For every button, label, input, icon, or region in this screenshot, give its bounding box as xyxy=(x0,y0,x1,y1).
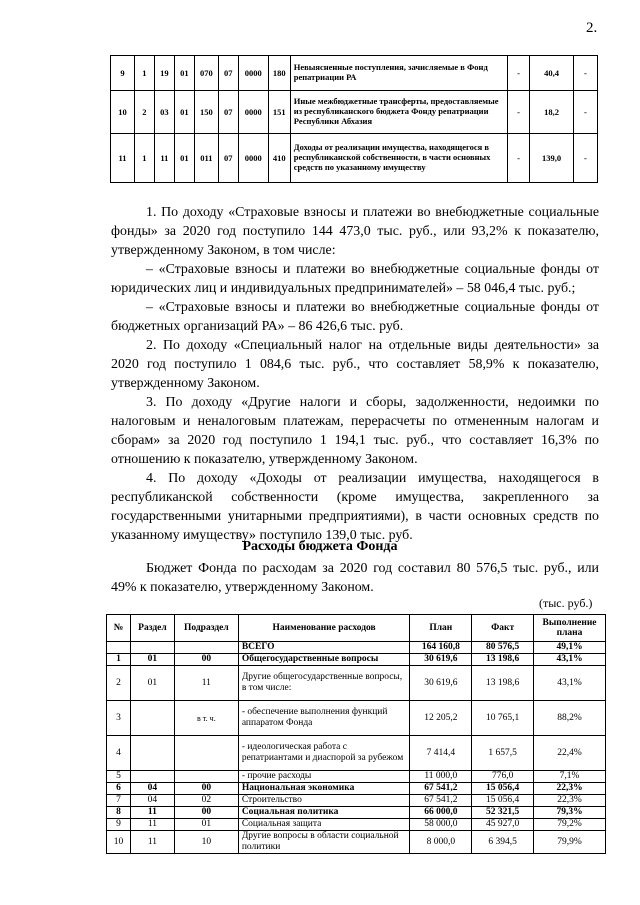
expense-name: Другие общегосударственные вопросы, в том числе: xyxy=(238,666,410,701)
table-cell: 04 xyxy=(130,783,174,795)
table-cell: 0000 xyxy=(238,56,268,91)
table-cell: 00 xyxy=(174,783,238,795)
table-cell: 10 xyxy=(111,91,135,134)
table-cell: 11 xyxy=(154,134,174,183)
table-cell: 6 xyxy=(107,783,131,795)
fact-cell: 139,0 xyxy=(530,134,574,183)
table-cell: 1 xyxy=(107,654,131,666)
table-cell: 2 xyxy=(107,666,131,701)
fact-cell: 13 198,6 xyxy=(472,666,534,701)
plan-cell: 58 000,0 xyxy=(410,819,472,831)
table-row-total xyxy=(107,642,606,654)
column-header: Выполнение плана xyxy=(534,615,606,642)
table-cell: 180 xyxy=(268,56,290,91)
plan-cell: 164 160,8 xyxy=(410,642,472,654)
column-header: Факт xyxy=(472,615,534,642)
plan-cell: 67 541,2 xyxy=(410,783,472,795)
expense-name: Социальная защита xyxy=(238,819,410,831)
table-cell: 1 xyxy=(134,134,154,183)
plan-cell: 66 000,0 xyxy=(410,807,472,819)
table-cell: 150 xyxy=(194,91,218,134)
table-row xyxy=(107,783,606,795)
table-cell: 2 xyxy=(134,91,154,134)
percent-cell: 22,3% xyxy=(534,783,606,795)
table-row xyxy=(107,819,606,831)
expense-name: Национальная экономика xyxy=(238,783,410,795)
fact-cell: 15 056,4 xyxy=(472,783,534,795)
table-row xyxy=(107,654,606,666)
table-row xyxy=(111,134,598,183)
paragraph-6: 4. По доходу «Доходы от реализации имущества, находящегося в республиканской собственности (кроме имущества, закрепленного за государственными унитарными предприятиями), в части основных средств по указанному имуществу» поступило 139,0 тыс. руб. xyxy=(111,471,599,543)
paragraph-3: – «Страховые взносы и платежи во внебюджетные социальные фонды от бюджетных организаций РА» – 86 426,6 тыс. руб. xyxy=(111,300,599,334)
percent-cell: - xyxy=(573,134,597,183)
column-header: План xyxy=(410,615,472,642)
table-row xyxy=(107,807,606,819)
percent-cell: 22,4% xyxy=(534,736,606,771)
expense-name: - обеспечение выполнения функций аппаратом Фонда xyxy=(238,701,410,736)
column-header: Подраздел xyxy=(174,615,238,642)
column-header: № xyxy=(107,615,131,642)
table-cell: 01 xyxy=(174,56,194,91)
plan-cell: - xyxy=(508,134,530,183)
table-row xyxy=(111,91,598,134)
plan-cell: 30 619,6 xyxy=(410,666,472,701)
column-header: Наименование расходов xyxy=(238,615,410,642)
table-cell: 19 xyxy=(154,56,174,91)
fact-cell: 80 576,5 xyxy=(472,642,534,654)
table-cell xyxy=(107,642,131,654)
table-row xyxy=(107,736,606,771)
percent-cell: - xyxy=(573,56,597,91)
table-cell xyxy=(130,736,174,771)
paragraph-7: Бюджет Фонда по расходам за 2020 год составил 80 576,5 тыс. руб., или 49% к показателю, утвержденному Законом. xyxy=(111,561,599,595)
paragraph-5: 3. По доходу «Другие налоги и сборы, задолженности, недоимки по налоговым и неналоговым платежам, перерасчеты по отмененным налогам и сборам» за 2020 год поступило 1 194,1 тыс. руб., что составляет 16,3% по отношению к показателю, утвержденному Законом. xyxy=(111,395,599,467)
table-cell: 4 xyxy=(107,736,131,771)
table-cell xyxy=(174,736,238,771)
expense-name: ВСЕГО xyxy=(238,642,410,654)
percent-cell: 79,3% xyxy=(534,807,606,819)
revenue-name: Иные межбюджетные трансферты, предоставляемые из республиканского бюджета Фонду репатриации Республики Абхазия xyxy=(290,91,507,134)
table-cell: 070 xyxy=(194,56,218,91)
fact-cell: 18,2 xyxy=(530,91,574,134)
table-cell: 00 xyxy=(174,807,238,819)
paragraph-2: – «Страховые взносы и платежи во внебюджетные социальные фонды от юридических лиц и индивидуальных предпринимателей» – 58 046,4 тыс. руб.; xyxy=(111,262,599,296)
percent-cell: 7,1% xyxy=(534,771,606,783)
table-cell: 07 xyxy=(218,91,238,134)
table-cell: 03 xyxy=(154,91,174,134)
revenue-name: Доходы от реализации имущества, находящегося в республиканской собственности, в части основных средств по указанному имуществу xyxy=(290,134,507,183)
expense-name: Строительство xyxy=(238,795,410,807)
fact-cell: 13 198,6 xyxy=(472,654,534,666)
fact-cell: 776,0 xyxy=(472,771,534,783)
percent-cell: 22,3% xyxy=(534,795,606,807)
fact-cell: 40,4 xyxy=(530,56,574,91)
table-cell: 9 xyxy=(111,56,135,91)
table-row xyxy=(107,666,606,701)
table-cell: 01 xyxy=(174,134,194,183)
plan-cell: 8 000,0 xyxy=(410,831,472,854)
section-heading: Расходы бюджета Фонда xyxy=(242,539,398,554)
table-cell xyxy=(174,642,238,654)
table-row xyxy=(111,56,598,91)
table-cell: 0000 xyxy=(238,91,268,134)
plan-cell: 11 000,0 xyxy=(410,771,472,783)
table-row xyxy=(107,701,606,736)
table-cell: 9 xyxy=(107,819,131,831)
table-cell: в т. ч. xyxy=(174,701,238,736)
fact-cell: 6 394,5 xyxy=(472,831,534,854)
fact-cell: 1 657,5 xyxy=(472,736,534,771)
table-cell: 11 xyxy=(174,666,238,701)
table-cell: 410 xyxy=(268,134,290,183)
table-row xyxy=(107,795,606,807)
table-cell: 01 xyxy=(130,666,174,701)
expense-name: - идеологическая работа с репатриантами и диаспорой за рубежом xyxy=(238,736,410,771)
table-cell: 8 xyxy=(107,807,131,819)
percent-cell: 79,2% xyxy=(534,819,606,831)
fact-cell: 45 927,0 xyxy=(472,819,534,831)
units-label: (тыс. руб.) xyxy=(539,596,593,610)
table-cell xyxy=(174,771,238,783)
paragraph-1: 1. По доходу «Страховые взносы и платежи во внебюджетные социальные фонды» за 2020 год поступило 144 473,0 тыс. руб., или 93,2% к показателю, утвержденному Законом, в том числе: xyxy=(111,205,599,258)
table-cell: 151 xyxy=(268,91,290,134)
fact-cell: 15 056,4 xyxy=(472,795,534,807)
plan-cell: - xyxy=(508,56,530,91)
expense-name: Социальная политика xyxy=(238,807,410,819)
paragraph-4: 2. По доходу «Специальный налог на отдельные виды деятельности» за 2020 год поступило 1 084,6 тыс. руб., что составляет 58,9% к показателю, утвержденному Законом. xyxy=(111,338,599,391)
table-cell: 3 xyxy=(107,701,131,736)
fact-cell: 52 321,5 xyxy=(472,807,534,819)
table-cell: 00 xyxy=(174,654,238,666)
percent-cell: 79,9% xyxy=(534,831,606,854)
table-cell: 011 xyxy=(194,134,218,183)
table-cell: 01 xyxy=(174,91,194,134)
expenses-table xyxy=(106,614,606,854)
table-cell xyxy=(130,771,174,783)
table-header-row xyxy=(107,615,606,642)
expense-name: Другие вопросы в области социальной политики xyxy=(238,831,410,854)
plan-cell: 7 414,4 xyxy=(410,736,472,771)
table-cell: 11 xyxy=(130,819,174,831)
table-cell: 01 xyxy=(174,819,238,831)
table-cell: 01 xyxy=(130,654,174,666)
table-cell: 5 xyxy=(107,771,131,783)
fact-cell: 10 765,1 xyxy=(472,701,534,736)
table-cell: 11 xyxy=(130,831,174,854)
table-cell: 1 xyxy=(134,56,154,91)
table-cell: 0000 xyxy=(238,134,268,183)
percent-cell: - xyxy=(573,91,597,134)
expense-name: Общегосударственные вопросы xyxy=(238,654,410,666)
table-cell: 11 xyxy=(130,807,174,819)
revenue-table xyxy=(110,55,598,183)
plan-cell: 30 619,6 xyxy=(410,654,472,666)
plan-cell: - xyxy=(508,91,530,134)
table-cell: 04 xyxy=(130,795,174,807)
table-cell: 11 xyxy=(111,134,135,183)
column-header: Раздел xyxy=(130,615,174,642)
table-cell: 10 xyxy=(107,831,131,854)
table-cell: 7 xyxy=(107,795,131,807)
plan-cell: 67 541,2 xyxy=(410,795,472,807)
table-cell: 07 xyxy=(218,134,238,183)
plan-cell: 12 205,2 xyxy=(410,701,472,736)
table-cell xyxy=(130,701,174,736)
table-cell: 02 xyxy=(174,795,238,807)
table-cell xyxy=(130,642,174,654)
percent-cell: 43,1% xyxy=(534,666,606,701)
percent-cell: 49,1% xyxy=(534,642,606,654)
expense-name: - прочие расходы xyxy=(238,771,410,783)
table-row xyxy=(107,771,606,783)
percent-cell: 88,2% xyxy=(534,701,606,736)
table-cell: 10 xyxy=(174,831,238,854)
page-number: 2. xyxy=(586,20,598,36)
table-row xyxy=(107,831,606,854)
table-cell: 07 xyxy=(218,56,238,91)
revenue-name: Невыясненные поступления, зачисляемые в Фонд репатриации РА xyxy=(290,56,507,91)
percent-cell: 43,1% xyxy=(534,654,606,666)
